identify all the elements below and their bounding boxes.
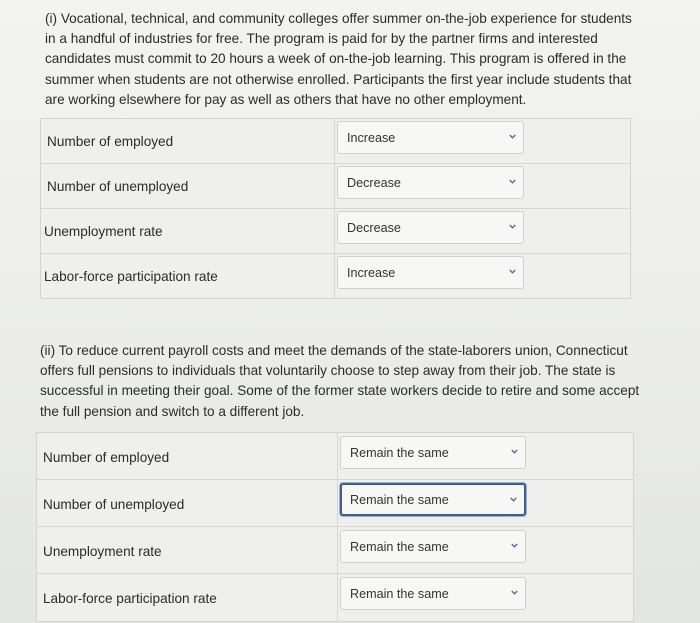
dropdown-value: Increase — [347, 131, 396, 145]
table-row — [41, 164, 630, 209]
dropdown-unemployed-part-2[interactable] — [340, 483, 526, 516]
row-label-unemployment-rate: Unemployment rate — [44, 224, 163, 239]
table-row — [41, 119, 630, 164]
row-label-participation-rate: Labor-force participation rate — [43, 591, 217, 606]
dropdown-value: Remain the same — [350, 540, 449, 554]
dropdown-unemployment-rate-part-1[interactable] — [337, 211, 524, 244]
answer-table-part-1 — [40, 118, 631, 299]
table-row — [41, 209, 630, 254]
question-part-2-text: (ii) To reduce current payroll costs and meet the demands of the state-laborers union, Connecticut offers full pensions to individuals that voluntarily choose to step away from their job. The state is successful in meeting their goal. Some of the former state workers decide to retire and some accept the full pension and switch to a different job. — [40, 343, 640, 419]
dropdown-value: Decrease — [347, 221, 401, 235]
table-row — [37, 527, 633, 574]
chevron-down-icon — [509, 178, 516, 185]
dropdown-unemployment-rate-part-2[interactable] — [340, 530, 526, 563]
chevron-down-icon — [510, 496, 517, 503]
chevron-down-icon — [511, 448, 518, 455]
table-row — [41, 254, 630, 298]
question-part-1-text: (i) Vocational, technical, and community colleges offer summer on-the-job experience for students in a handful of industries for free. The program is paid for by the partner firms and interested candidates must commit to 20 hours a week of on-the-job learning. This program is offered in the summer when students are not otherwise enrolled. Participants the first year include students that are working elsewhere for pay as well as others that have no other employment. — [45, 11, 632, 107]
row-label-unemployment-rate: Unemployment rate — [43, 544, 162, 559]
dropdown-value: Increase — [347, 266, 396, 280]
dropdown-value: Remain the same — [350, 446, 449, 460]
chevron-down-icon — [511, 589, 518, 596]
chevron-down-icon — [511, 542, 518, 549]
dropdown-employed-part-2[interactable] — [340, 436, 526, 469]
dropdown-unemployed-part-1[interactable] — [337, 166, 524, 199]
chevron-down-icon — [509, 268, 516, 275]
table-row — [37, 574, 633, 620]
row-label-employed: Number of employed — [43, 450, 170, 465]
dropdown-employed-part-1[interactable] — [337, 121, 524, 154]
dropdown-participation-rate-part-2[interactable] — [340, 577, 526, 610]
dropdown-value: Remain the same — [350, 493, 449, 507]
row-label-participation-rate: Labor-force participation rate — [44, 269, 218, 284]
dropdown-value: Decrease — [347, 176, 401, 190]
row-label-employed: Number of employed — [47, 134, 174, 149]
row-label-unemployed: Number of unemployed — [47, 179, 189, 194]
answer-table-part-2 — [36, 432, 634, 622]
row-label-unemployed: Number of unemployed — [43, 497, 185, 512]
chevron-down-icon — [509, 223, 516, 230]
chevron-down-icon — [509, 133, 516, 140]
dropdown-value: Remain the same — [350, 587, 449, 601]
table-row — [37, 433, 633, 480]
dropdown-participation-rate-part-1[interactable] — [337, 256, 524, 289]
table-row — [37, 480, 633, 527]
